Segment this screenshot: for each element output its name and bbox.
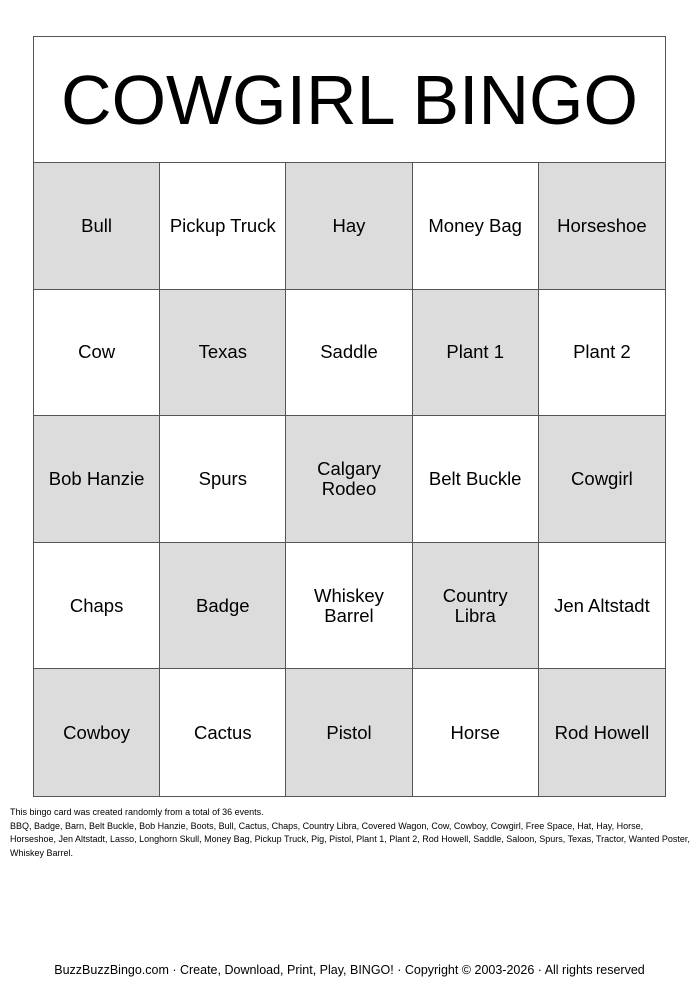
- bingo-cell: [34, 669, 160, 796]
- bingo-grid: [34, 163, 665, 796]
- bingo-cell: [286, 416, 412, 543]
- bingo-cell-label: Cowgirl: [571, 467, 633, 489]
- bingo-cell-label: Money Bag: [428, 214, 522, 236]
- bingo-cell-label: Badge: [196, 594, 250, 616]
- bingo-cell: [160, 543, 286, 670]
- bingo-cell-label: Bob Hanzie: [48, 467, 145, 489]
- bingo-cell-label: Spurs: [198, 467, 247, 489]
- bingo-cell: [539, 163, 665, 290]
- info-event-list: BBQ, Badge, Barn, Belt Buckle, Bob Hanzie, Boots, Bull, Cactus, Chaps, Country Libra, Covered Wagon, Cow, Cowboy, Cowgirl, Free Space, Hat, Hay, Horse, Horseshoe, Jen Altstadt, Lasso, Longhorn Skull, Money Bag, Pickup Truck, Pig, Pistol, Plant 1, Plant 2, Rod Howell, Saddle, Saloon, Spurs, Texas, Tractor, Wanted Poster, Whiskey Barrel.: [10, 820, 690, 858]
- bingo-cell-label: Cowboy: [63, 721, 131, 743]
- bingo-cell: [539, 416, 665, 543]
- bingo-cell: [539, 290, 665, 417]
- bingo-cell: [286, 669, 412, 796]
- bingo-cell: [34, 163, 160, 290]
- bingo-cell-label: Cow: [78, 341, 116, 363]
- card-title: COWGIRL BINGO: [34, 37, 665, 163]
- bingo-cell: [539, 669, 665, 796]
- bingo-cell-label: Horseshoe: [557, 214, 647, 236]
- bingo-cell-label: Horse: [450, 721, 500, 743]
- bingo-cell-label: Whiskey Barrel: [314, 584, 384, 626]
- bingo-cell: [160, 416, 286, 543]
- page-footer: BuzzBuzzBingo.com · Create, Download, Print, Play, BINGO! · Copyright © 2003-2026 · All rights reserved: [54, 963, 645, 977]
- card-info: [10, 806, 690, 860]
- bingo-cell: [34, 290, 160, 417]
- bingo-cell-label: Pickup Truck: [169, 214, 276, 236]
- bingo-cell: [286, 163, 412, 290]
- bingo-cell-label: Plant 1: [446, 341, 504, 363]
- bingo-cell: [160, 669, 286, 796]
- info-summary: This bingo card was created randomly from a total of 36 events.: [10, 807, 264, 817]
- bingo-cell: [160, 163, 286, 290]
- bingo-cell-label: Calgary Rodeo: [317, 457, 381, 499]
- bingo-cell-label: Country Libra: [442, 584, 508, 626]
- bingo-cell-label: Cactus: [194, 721, 252, 743]
- bingo-cell-label: Pistol: [326, 721, 372, 743]
- bingo-cell: [286, 543, 412, 670]
- bingo-cell: [34, 416, 160, 543]
- bingo-cell-label: Rod Howell: [554, 721, 650, 743]
- bingo-cell-label: Bull: [81, 214, 113, 236]
- bingo-cell: [413, 669, 539, 796]
- bingo-cell: [34, 543, 160, 670]
- bingo-cell: [286, 290, 412, 417]
- bingo-cell: [413, 416, 539, 543]
- bingo-cell: [413, 163, 539, 290]
- bingo-cell-label: Saddle: [320, 341, 378, 363]
- bingo-cell: [539, 543, 665, 670]
- bingo-cell-label: Plant 2: [573, 341, 631, 363]
- bingo-cell: [413, 543, 539, 670]
- bingo-cell-label: Hay: [332, 214, 366, 236]
- bingo-cell-label: Texas: [198, 341, 247, 363]
- bingo-cell-label: Belt Buckle: [428, 467, 522, 489]
- bingo-cell-label: Jen Altstadt: [554, 594, 650, 616]
- bingo-cell-label: Chaps: [69, 594, 124, 616]
- bingo-cell: [160, 290, 286, 417]
- bingo-card: [33, 36, 666, 797]
- bingo-cell: [413, 290, 539, 417]
